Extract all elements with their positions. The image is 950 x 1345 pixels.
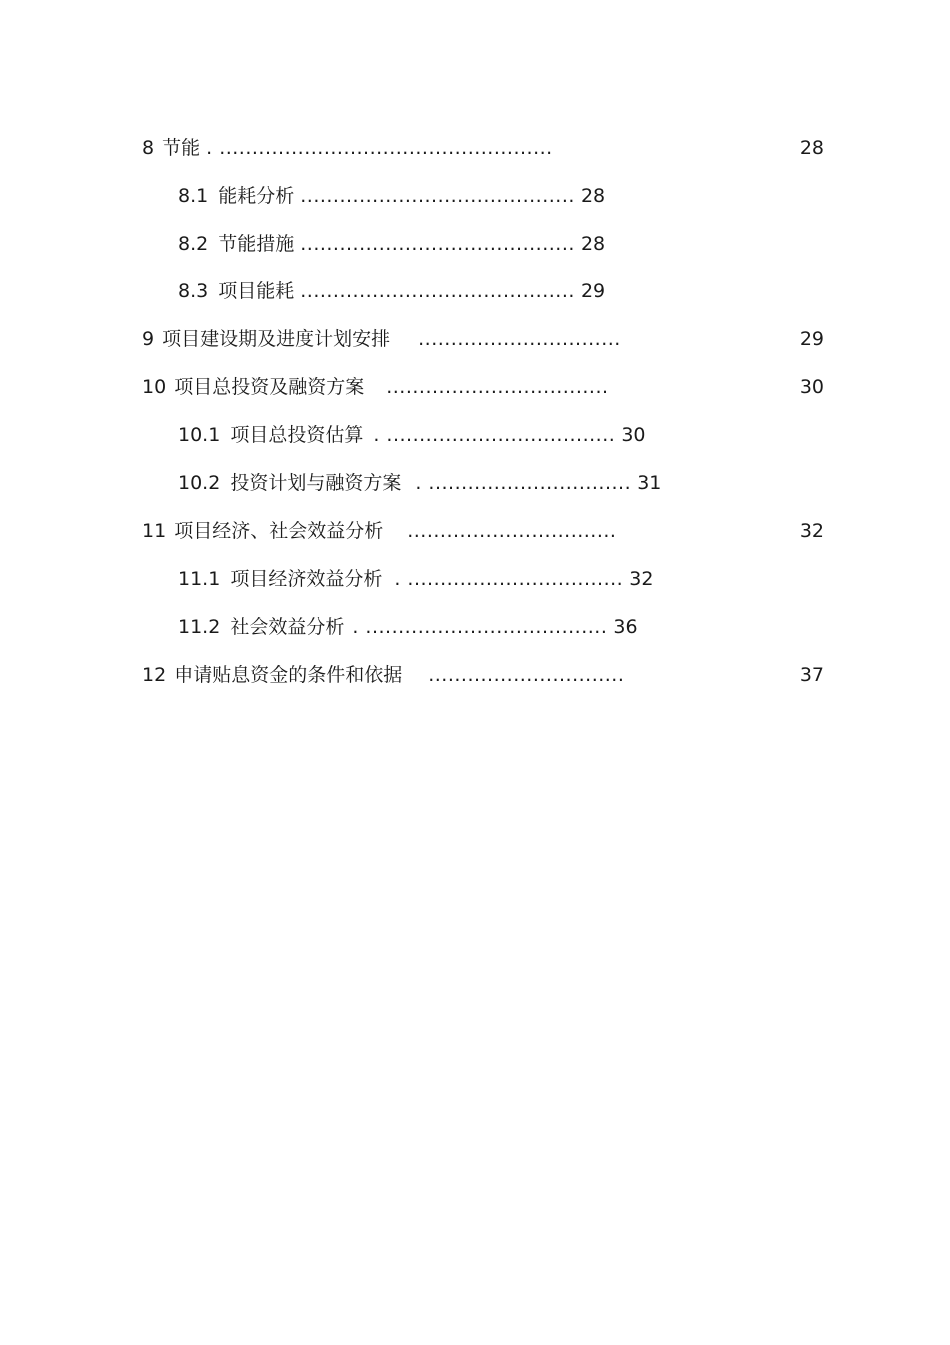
toc-entry-leader: .............................. [428,664,625,686]
toc-entry-page: 30 [799,376,824,398]
toc-entry-number: 8.1 [178,185,209,207]
toc-entry-title: 节能措施 [218,233,295,255]
toc-entry-title: 项目总投资估算 [230,424,364,446]
toc-entry-title: 项目经济效益分析 [230,568,383,590]
toc-entry-leader: . ............................... [415,472,632,494]
toc-entry-number: 11.2 [178,616,221,638]
toc-entry-leader: . ................................. [394,568,624,590]
toc-entry-11-2[interactable] [178,613,638,641]
toc-entry-title: 项目总投资及融资方案 [174,376,365,398]
toc-entry-leader: .................................. [386,376,609,398]
toc-entry-title: 能耗分析 [218,185,295,207]
toc-entry-leader: .......................................... [300,233,575,255]
toc-entry-8-3[interactable] [178,277,605,305]
toc-entry-page: 28 [580,185,606,207]
toc-entry-page: 36 [613,616,638,638]
toc-entry-number: 10.1 [178,424,221,446]
toc-entry-title: 节能 [162,137,201,159]
toc-entry-leader: . ................................................... [206,137,553,159]
toc-entry-11-1[interactable] [178,565,653,593]
toc-entry-page: 28 [799,137,824,159]
toc-entry-number: 11 [142,520,167,542]
toc-entry-page: 31 [637,472,662,494]
toc-entry-8-1[interactable] [178,182,605,210]
toc-entry-leader: . ..................................... [352,616,608,638]
toc-entry-title: 项目建设期及进度计划安排 [162,328,391,350]
toc-entry-page: 37 [799,664,824,686]
toc-entry-page: 30 [621,424,646,446]
toc-entry-leader: ............................... [418,328,621,350]
toc-entry-9[interactable] [142,325,621,353]
toc-entry-page: 29 [799,328,824,350]
toc-entry-number: 9 [142,328,155,350]
toc-entry-number: 11.1 [178,568,221,590]
toc-entry-page: 29 [580,280,606,302]
toc-entry-8[interactable] [142,134,553,162]
toc-entry-11[interactable] [142,517,616,545]
toc-entry-number: 8 [142,137,155,159]
toc-entry-number: 8.3 [178,280,209,302]
toc-entry-leader: .......................................... [300,280,575,302]
toc-entry-10-2[interactable] [178,469,661,497]
toc-entry-8-2[interactable] [178,230,605,258]
toc-entry-12[interactable] [142,661,624,689]
toc-entry-number: 8.2 [178,233,209,255]
toc-entry-leader: . ................................... [373,424,616,446]
toc-entry-page: 32 [799,520,824,542]
toc-entry-page: 32 [629,568,654,590]
toc-entry-number: 12 [142,664,167,686]
toc-entry-10[interactable] [142,373,609,401]
toc-entry-10-1[interactable] [178,421,646,449]
toc-entry-leader: ................................ [407,520,617,542]
toc-entry-title: 申请贴息资金的条件和依据 [174,664,403,686]
toc-entry-number: 10.2 [178,472,221,494]
toc-entry-title: 投资计划与融资方案 [230,472,402,494]
toc-entry-leader: .......................................... [300,185,575,207]
toc-entry-page: 28 [580,233,606,255]
toc-entry-title: 项目经济、社会效益分析 [174,520,384,542]
toc-entry-title: 社会效益分析 [230,616,345,638]
toc-entry-number: 10 [142,376,167,398]
toc-entry-title: 项目能耗 [218,280,295,302]
